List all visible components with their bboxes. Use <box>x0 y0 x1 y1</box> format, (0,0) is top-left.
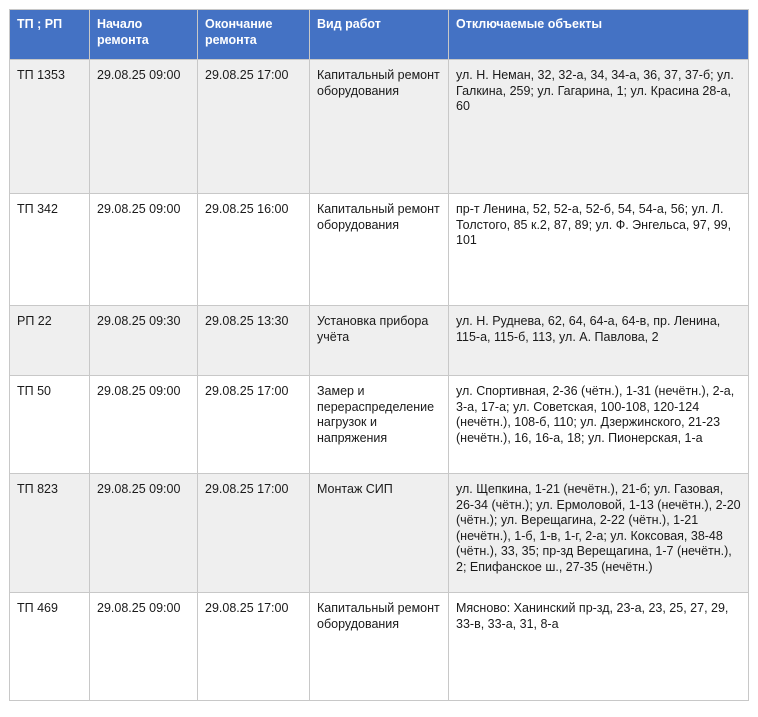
table-row <box>10 306 749 376</box>
cell-end: 29.08.25 17:00 <box>198 593 310 701</box>
cell-work-type: Капитальный ремонт оборудования <box>310 60 449 194</box>
cell-tp: ТП 1353 <box>10 60 90 194</box>
cell-tp: ТП 342 <box>10 194 90 306</box>
cell-end: 29.08.25 17:00 <box>198 60 310 194</box>
cell-end: 29.08.25 13:30 <box>198 306 310 376</box>
cell-tp: РП 22 <box>10 306 90 376</box>
header-start: Начало ремонта <box>90 10 198 60</box>
cell-end: 29.08.25 17:00 <box>198 474 310 593</box>
cell-start: 29.08.25 09:30 <box>90 306 198 376</box>
cell-tp: ТП 50 <box>10 376 90 474</box>
table-header-row <box>10 10 749 60</box>
cell-work-type: Капитальный ремонт оборудования <box>310 593 449 701</box>
header-end: Окончание ремонта <box>198 10 310 60</box>
cell-work-type: Установка прибора учёта <box>310 306 449 376</box>
table-row <box>10 593 749 701</box>
cell-objects: ул. Щепкина, 1-21 (нечётн.), 21-б; ул. Газовая, 26-34 (чётн.); ул. Ермоловой, 1-13 (нечётн.), 2-20 (чётн.); ул. Верещагина, 2-22 (чётн.), 1-21 (нечётн.), 1-б, 1-в, 1-г, 2-а; ул. Коксовая, 38-48 (чётн.), 33, 35; пр-зд Верещагина, 1-7 (нечётн.), 2; Епифанское ш., 27-35 (нечётн.) <box>449 474 749 593</box>
table-row <box>10 376 749 474</box>
table-row <box>10 194 749 306</box>
cell-objects: ул. Н. Неман, 32, 32-а, 34, 34-а, 36, 37, 37-б; ул. Галкина, 259; ул. Гагарина, 1; ул. Красина 28-а, 60 <box>449 60 749 194</box>
cell-start: 29.08.25 09:00 <box>90 376 198 474</box>
table-row <box>10 60 749 194</box>
cell-tp: ТП 823 <box>10 474 90 593</box>
header-work-type: Вид работ <box>310 10 449 60</box>
cell-start: 29.08.25 09:00 <box>90 194 198 306</box>
cell-work-type: Монтаж СИП <box>310 474 449 593</box>
cell-objects: Мясново: Ханинский пр-зд, 23-а, 23, 25, 27, 29, 33-в, 33-а, 31, 8-а <box>449 593 749 701</box>
header-objects: Отключаемые объекты <box>449 10 749 60</box>
cell-objects: ул. Спортивная, 2-36 (чётн.), 1-31 (нечётн.), 2-а, 3-а, 17-а; ул. Советская, 100-108, 120-124 (нечётн.), 108-б, 110; ул. Дзержинского, 21-23 (нечётн.), 16, 16-а, 18; ул. Пионерская, 1-а <box>449 376 749 474</box>
outage-schedule-table <box>9 9 749 701</box>
cell-end: 29.08.25 16:00 <box>198 194 310 306</box>
cell-work-type: Капитальный ремонт оборудования <box>310 194 449 306</box>
cell-start: 29.08.25 09:00 <box>90 60 198 194</box>
table-row <box>10 474 749 593</box>
cell-start: 29.08.25 09:00 <box>90 593 198 701</box>
cell-start: 29.08.25 09:00 <box>90 474 198 593</box>
cell-tp: ТП 469 <box>10 593 90 701</box>
cell-objects: ул. Н. Руднева, 62, 64, 64-а, 64-в, пр. Ленина, 115-а, 115-б, 113, ул. А. Павлова, 2 <box>449 306 749 376</box>
cell-work-type: Замер и перераспределение нагрузок и напряжения <box>310 376 449 474</box>
cell-end: 29.08.25 17:00 <box>198 376 310 474</box>
cell-objects: пр-т Ленина, 52, 52-а, 52-б, 54, 54-а, 56; ул. Л. Толстого, 85 к.2, 87, 89; ул. Ф. Энгельса, 97, 99, 101 <box>449 194 749 306</box>
header-tp-rp: ТП ; РП <box>10 10 90 60</box>
